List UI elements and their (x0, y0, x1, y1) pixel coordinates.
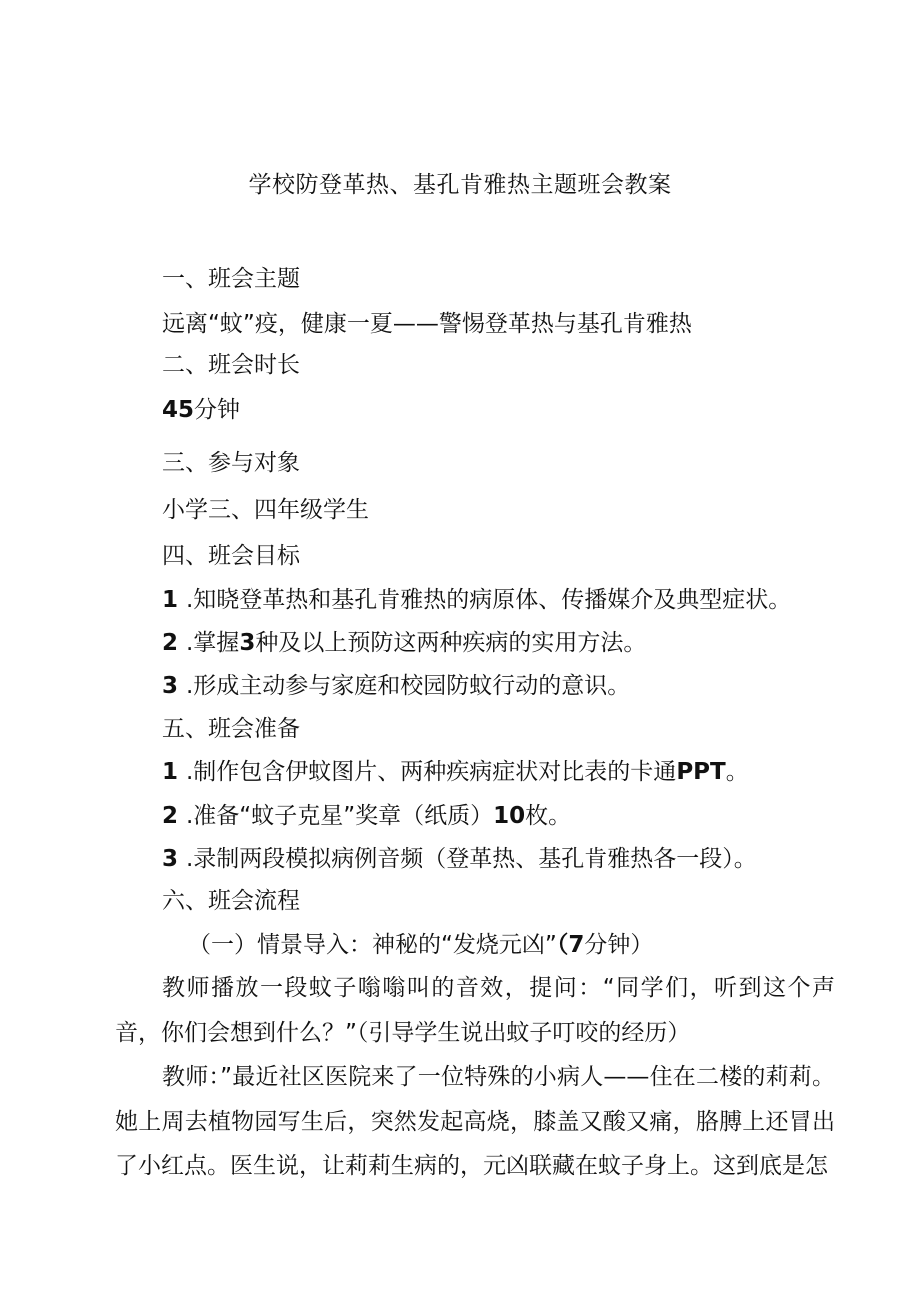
duration-unit: 分钟 (194, 397, 241, 423)
prep-item (162, 757, 749, 787)
prep-text: .准备“蚊子克星”奖章（纸质） (186, 803, 494, 829)
duration-value: 45 (162, 397, 195, 423)
prep-item (162, 844, 757, 874)
paragraph-intro: 教师播放一段蚊子嗡嗡叫的音效，提问：“同学们，听到这个声音，你们会想到什么？”（引导学生说出蚊子叮咬的经历） (115, 975, 835, 1046)
goal-item (162, 585, 791, 615)
goal-text: .形成主动参与家庭和校园防蚊行动的意识。 (186, 673, 631, 699)
goal-number: 2 (162, 630, 179, 656)
prep-number: 2 (162, 803, 179, 829)
flow-subheading-unit: 分钟） (584, 932, 654, 958)
audience-text: 小学三、四年级学生 (162, 497, 369, 523)
flow-heading: 六、班会流程 (162, 888, 300, 914)
prep-text: .录制两段模拟病例音频（登革热、基孔肯雅热各一段）。 (186, 846, 757, 872)
duration-text (162, 395, 240, 425)
prep-count: 10 (493, 803, 526, 829)
goals-heading: 四、班会目标 (162, 543, 300, 569)
prep-text-rest: 。 (725, 759, 749, 785)
goal-number: 3 (162, 673, 179, 699)
prep-text-rest: 枚。 (525, 803, 572, 829)
prep-number: 1 (162, 759, 179, 785)
flow-subheading (188, 930, 653, 960)
paragraph-teacher: 教师：”最近社区医院来了一位特殊的小病人——住在二楼的莉莉。她上周去植物园写生后，突然发起高烧，膝盖又酸又痛，胳膊上还冒出了小红点。医生说，让莉莉生病的，元凶联藏在蚊子身上。这到底是怎 (115, 1064, 835, 1179)
prep-heading: 五、班会准备 (162, 716, 300, 742)
prep-number: 3 (162, 846, 179, 872)
theme-heading: 一、班会主题 (162, 266, 300, 292)
duration-heading: 二、班会时长 (162, 352, 300, 378)
document-title: 学校防登革热、基孔肯雅热主题班会教案 (248, 172, 672, 198)
audience-heading: 三、参与对象 (162, 450, 300, 476)
goal-text: .掌握 (186, 630, 240, 656)
goal-number: 1 (162, 587, 179, 613)
theme-text: 远离“蚊”疫，健康一夏——警惕登革热与基孔肯雅热 (162, 311, 692, 337)
prep-ppt: PPT (676, 759, 726, 785)
prep-text: .制作包含伊蚊图片、两种疾病症状对比表的卡通 (186, 759, 677, 785)
goal-item (162, 628, 646, 658)
prep-item (162, 801, 571, 831)
goal-text-rest: 种及以上预防这两种疾病的实用方法。 (255, 630, 647, 656)
goal-count: 3 (239, 630, 256, 656)
flow-subheading-minutes: （7 (556, 932, 585, 958)
goal-item (162, 671, 630, 701)
goal-text: .知晓登革热和基孔肯雅热的病原体、传播媒介及典型症状。 (186, 587, 792, 613)
flow-subheading-text: （一）情景导入：神秘的“发烧元凶” (188, 932, 557, 958)
